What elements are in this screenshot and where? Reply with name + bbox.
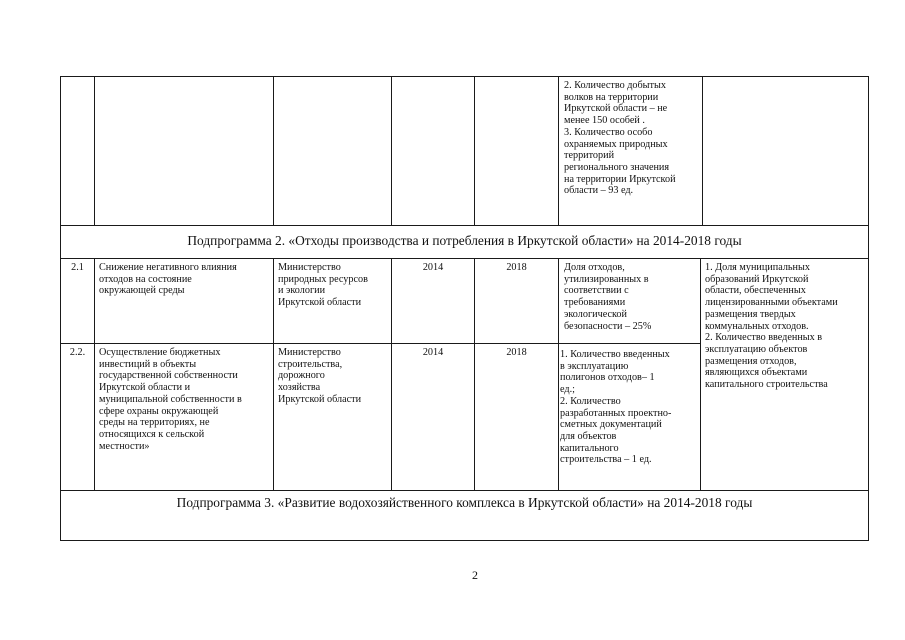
row-divider-subprogram3-top [60,490,869,491]
row-2-2-indicator: 1. Количество введенных в эксплуатацию полигонов отходов– 1 ед.; 2. Количество разработанных проектно- сметных документаций для объектов капитального строительства – 1 ед. [560,349,672,466]
indicator-cell-continued: 2. Количество добытых волков на территории Иркутской области – не менее 150 особей . 3. Количество особо охраняемых природных территорий регионального значения на территории Иркутской области – 93 ед. [564,80,676,197]
col-divider-4 [474,258,475,490]
col-divider-2 [273,258,274,490]
results-merged-cell: 1. Доля муниципальных образований Иркутской области, обеспеченных лицензированными объектами размещения твердых коммунальных отходов. 2. Количество введенных в эксплуатацию объектов размещения отходов, являющихся объектами капитального строительства [705,262,838,391]
row-2-1-number: 2.1 [71,262,84,273]
col-divider-1 [94,258,95,490]
row-2-2-end-year: 2018 [506,347,527,358]
subprogram-2-title: Подпрограмма 2. «Отходы производства и потребления в Иркутской области» на 2014-2018 годы [187,233,742,248]
row-2-1-end-year: 2018 [506,262,527,273]
row-divider-2-1-bottom [60,343,700,344]
col-divider-2-top [273,76,274,225]
table-border-left [60,76,61,541]
col-divider-6-top [702,76,703,225]
col-divider-5-top [558,76,559,225]
col-divider-4-top [474,76,475,225]
subprogram-3-title: Подпрограмма 3. «Развитие водохозяйственного комплекса в Иркутской области» на 2014-2018 годы [176,495,753,510]
table-border-right [868,76,869,541]
row-2-2-name: Осуществление бюджетных инвестиций в объекты государственной собственности Иркутской области и муниципальной собственности в сфере охраны окружающей среды на территориях, не относящихся к сельской местности» [99,347,242,452]
row-2-2-start-year: 2014 [422,347,444,358]
col-divider-1-top [94,76,95,225]
row-divider-subprogram2-bottom [60,258,869,259]
page-number: 2 [472,568,478,582]
col-divider-3 [391,258,392,490]
row-2-1-start-year: 2014 [422,262,444,273]
col-divider-6 [700,258,701,490]
row-2-1-executor: Министерство природных ресурсов и экологии Иркутской области [278,262,368,309]
table-border-bottom [60,540,869,541]
table-border-top [60,76,869,77]
col-divider-3-top [391,76,392,225]
row-divider-subprogram2-top [60,225,869,226]
row-2-1-name: Снижение негативного влияния отходов на состояние окружающей среды [99,262,237,297]
row-2-2-number: 2.2. [69,347,86,358]
row-2-1-indicator: Доля отходов, утилизированных в соответствии с требованиями экологической безопасности – 25% [564,262,652,332]
row-2-2-executor: Министерство строительства, дорожного хозяйства Иркутской области [278,347,362,405]
col-divider-5 [558,258,559,490]
